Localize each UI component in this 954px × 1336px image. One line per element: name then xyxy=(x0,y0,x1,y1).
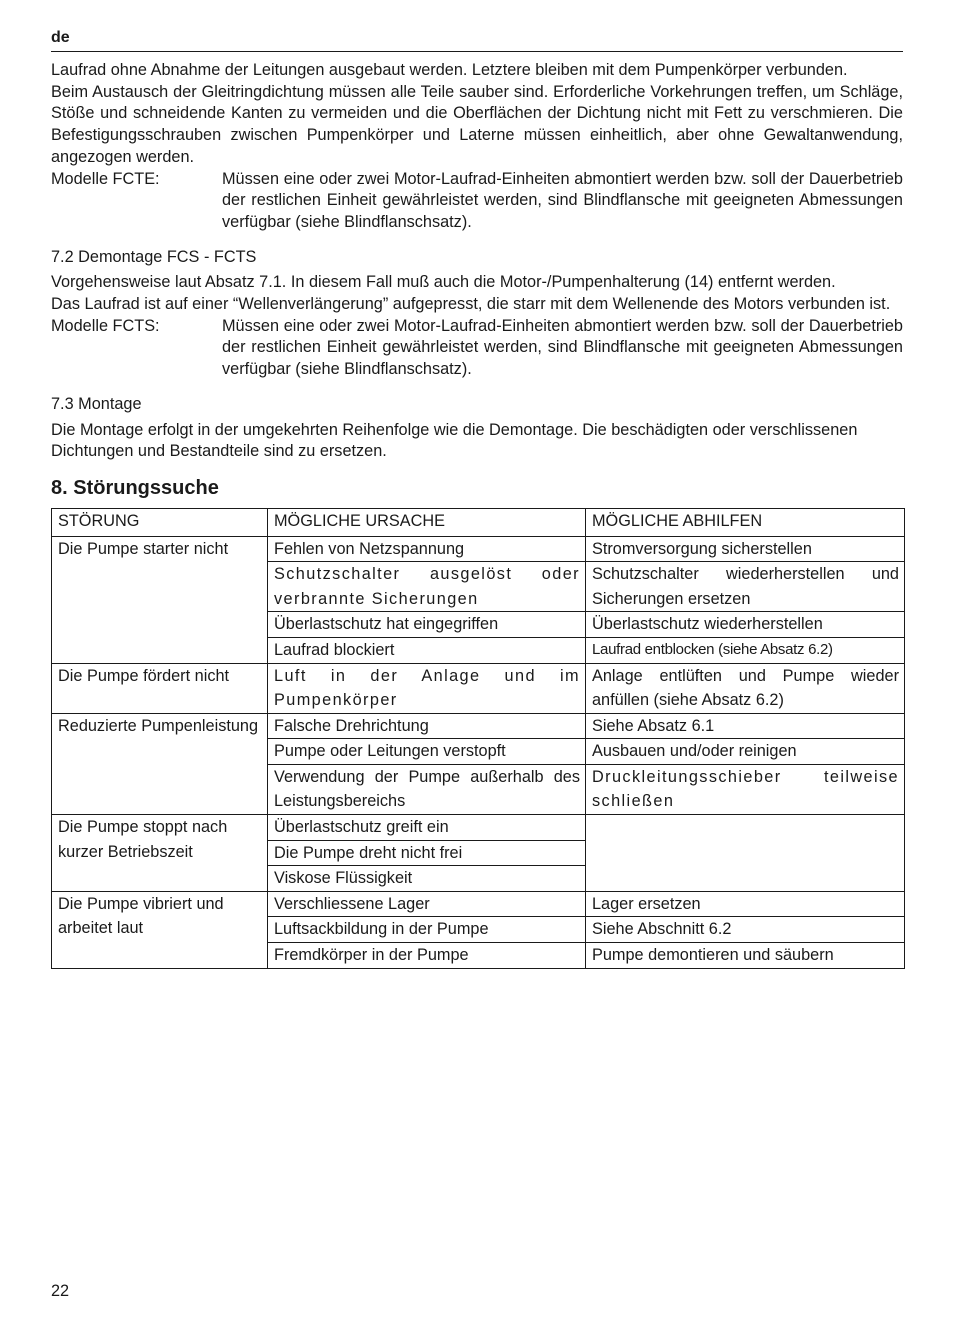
page-content xyxy=(51,60,903,969)
language-code: de xyxy=(51,29,70,46)
remedy-cell: Überlastschutz wiederherstellen xyxy=(586,612,905,638)
cause-cell: Überlastschutz greift ein xyxy=(268,815,586,841)
intro-paragraph-2: Beim Austausch der Gleitringdichtung müssen alle Teile sauber sind. Erforderliche Vorkehrungen treffen, um Schläge, Stöße und schneidende Kanten zu vermeiden und die Oberflächen der Dichtung nicht mit Fett zu verschmieren. Die Befestigungsschrauben zwischen Pumpenkörper und Laterne müssen einheitlich, aber ohne Gewaltanwendung, angezogen werden. xyxy=(51,82,903,166)
section-8-heading: 8. Störungssuche xyxy=(51,476,219,499)
section-7-2-paragraph-2: Das Laufrad ist auf einer “Wellenverlängerung” aufgepresst, die starr mit dem Wellenende des Motors verbunden ist. xyxy=(51,295,891,314)
table-row xyxy=(52,663,905,713)
cause-cell: Viskose Flüssigkeit xyxy=(268,866,586,892)
remedy-cell: Siehe Abschnitt 6.2 xyxy=(586,917,905,943)
cause-cell: Laufrad blockiert xyxy=(268,637,586,663)
table-row xyxy=(52,713,905,739)
cause-cell: Überlastschutz hat eingegriffen xyxy=(268,612,586,638)
fault-cell: Reduzierte Pumpenleistung xyxy=(52,713,268,814)
fault-cell: Die Pumpe vibriert und arbeitet laut xyxy=(52,891,268,968)
cause-cell: Schutzschalter ausgelöst oder verbrannte Sicherungen xyxy=(268,562,586,612)
remedy-cell: Ausbauen und/oder reinigen xyxy=(586,739,905,765)
remedy-cell: Pumpe demontieren und säubern xyxy=(586,943,905,969)
remedy-cell: Schutzschalter wiederherstellen und Sicherungen ersetzen xyxy=(586,562,905,612)
header-remedy: MÖGLICHE ABHILFEN xyxy=(586,508,905,536)
remedy-cell: Druckleitungsschieber teilweise schließen xyxy=(586,764,905,814)
cause-cell: Verschliessene Lager xyxy=(268,891,586,917)
cause-cell: Luft in der Anlage und im Pumpenkörper xyxy=(268,663,586,713)
remedy-cell: Siehe Absatz 6.1 xyxy=(586,713,905,739)
fault-cell: Die Pumpe fördert nicht xyxy=(52,663,268,713)
header-fault: STÖRUNG xyxy=(52,508,268,536)
fault-cell: Die Pumpe stoppt nach kurzer Betriebszeit xyxy=(52,815,268,892)
cause-cell: Fremdkörper in der Pumpe xyxy=(268,943,586,969)
table-row xyxy=(52,891,905,917)
model-fcts-note xyxy=(51,316,903,381)
cause-cell: Luftsackbildung in der Pumpe xyxy=(268,917,586,943)
remedy-cell xyxy=(586,815,905,892)
section-7-2-paragraph-1: Vorgehensweise laut Absatz 7.1. In diesem Fall muß auch die Motor-/Pumpenhalterung (14) entfernt werden. xyxy=(51,273,836,292)
section-7-3-paragraph: Die Montage erfolgt in der umgekehrten Reihenfolge wie die Demontage. Die beschädigten oder verschlissenen Dichtungen und Bestandteile sind zu ersetzen. xyxy=(51,420,858,461)
remedy-cell: Stromversorgung sicherstellen xyxy=(586,536,905,562)
table-row xyxy=(52,536,905,562)
fault-cell: Die Pumpe starter nicht xyxy=(52,536,268,663)
cause-cell: Verwendung der Pumpe außerhalb des Leistungsbereichs xyxy=(268,764,586,814)
model-fcte-note xyxy=(51,169,903,234)
header-cause: MÖGLICHE URSACHE xyxy=(268,508,586,536)
table-header-row xyxy=(52,508,905,536)
header-rule xyxy=(51,51,903,52)
model-fcte-text: Müssen eine oder zwei Motor-Laufrad-Einheiten abmontiert werden bzw. soll der Dauerbetrieb der restlichen Einheit gewährleistet werden, sind Blindflansche mit geeigneten Abmessungen verfügbar (siehe Blindflanschsatz). xyxy=(222,169,903,231)
troubleshooting-table xyxy=(51,508,905,969)
cause-cell: Falsche Drehrichtung xyxy=(268,713,586,739)
cause-cell: Fehlen von Netzspannung xyxy=(268,536,586,562)
remedy-cell: Lager ersetzen xyxy=(586,891,905,917)
remedy-cell: Laufrad entblocken (siehe Absatz 6.2) xyxy=(586,637,905,663)
cause-cell: Die Pumpe dreht nicht frei xyxy=(268,840,586,866)
cause-cell: Pumpe oder Leitungen verstopft xyxy=(268,739,586,765)
model-fcte-label: Modelle FCTE: xyxy=(51,169,160,188)
section-7-3-heading: 7.3 Montage xyxy=(51,394,142,413)
intro-paragraph-1: Laufrad ohne Abnahme der Leitungen ausgebaut werden. Letztere bleiben mit dem Pumpenkörper verbunden. xyxy=(51,61,848,79)
model-fcts-label: Modelle FCTS: xyxy=(51,316,160,335)
section-7-2-heading: 7.2 Demontage FCS - FCTS xyxy=(51,247,257,266)
table-row xyxy=(52,815,905,841)
page-number: 22 xyxy=(51,1282,70,1300)
model-fcts-text: Müssen eine oder zwei Motor-Laufrad-Einheiten abmontiert werden bzw. soll der Dauerbetrieb der restlichen Einheit gewährleistet werden, sind Blindflansche mit geeigneten Abmessungen verfügbar (siehe Blindflanschsatz). xyxy=(222,316,903,379)
remedy-cell: Anlage entlüften und Pumpe wieder anfüllen (siehe Absatz 6.2) xyxy=(586,663,905,713)
